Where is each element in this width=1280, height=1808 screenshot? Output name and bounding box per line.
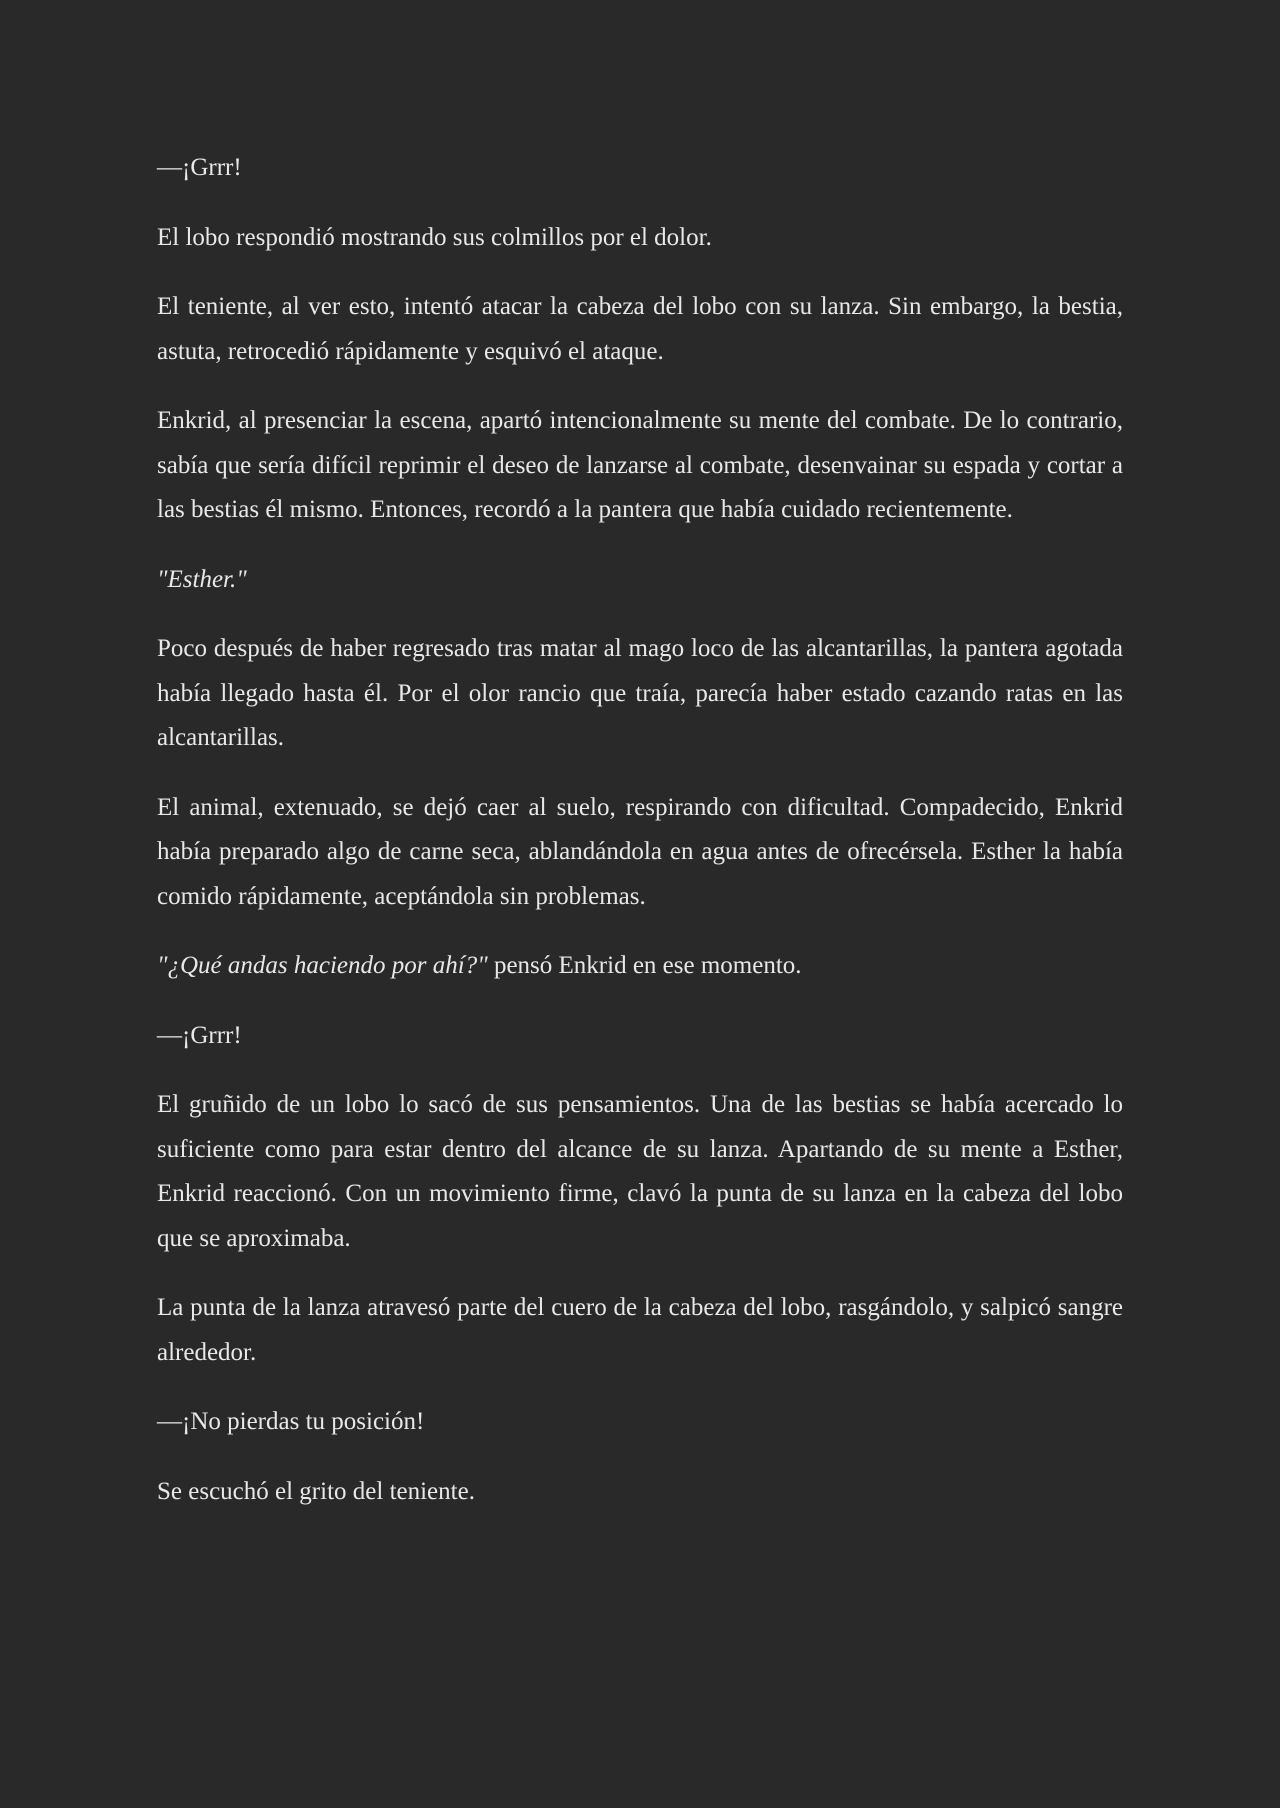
paragraph-enkrid-reaction: El gruñido de un lobo lo sacó de sus pensamientos. Una de las bestias se había acercado lo suficiente como para estar dentro del alcance de su lanza. Apartando de su mente a Esther, Enkrid reaccionó. Con un movimiento firme, clavó la punta de su lanza en la cabeza del lobo que se aproximaba. [157, 1091, 1123, 1252]
paragraph-mixed-thought [157, 944, 1123, 989]
paragraph-hold-position-shout: —¡No pierdas tu posición! [157, 1408, 425, 1435]
thought-regular-text: pensó Enkrid en ese momento. [487, 952, 802, 979]
thought-italic-text: "¿Qué andas haciendo por ahí?" [157, 952, 488, 979]
paragraph-panther-return: Poco después de haber regresado tras matar al mago loco de las alcantarillas, la pantera agotada había llegado hasta él. Por el olor rancio que traía, parecía haber estado cazando ratas en las alcantarillas. [157, 635, 1123, 751]
paragraph-growl-1: —¡Grrr! [157, 154, 242, 181]
paragraph-lieutenant-shout-heard: Se escuchó el grito del teniente. [157, 1477, 475, 1505]
paragraph-wolf-response: El lobo respondió mostrando sus colmillos por el dolor. [157, 223, 712, 251]
paragraph-esther-thought: "Esther." [157, 565, 247, 593]
paragraph-spear-strike: La punta de la lanza atravesó parte del cuero de la cabeza del lobo, rasgándolo, y salpicó sangre alrededor. [157, 1294, 1123, 1366]
paragraph-growl-2: —¡Grrr! [157, 1021, 242, 1049]
paragraph-lieutenant-attack: El teniente, al ver esto, intentó atacar la cabeza del lobo con su lanza. Sin embargo, la bestia, astuta, retrocedió rápidamente y esquivó el ataque. [157, 293, 1123, 365]
paragraph-animal-fed: El animal, extenuado, se dejó caer al suelo, respirando con dificultad. Compadecido, Enkrid había preparado algo de carne seca, ablandándola en agua antes de ofrecérsela. Esther la había comido rápidamente, aceptándola sin problemas. [157, 793, 1123, 910]
paragraph-enkrid-restraint: Enkrid, al presenciar la escena, apartó intencionalmente su mente del combate. De lo contrario, sabía que sería difícil reprimir el deseo de lanzarse al combate, desenvainar su espada y cortar a las bestias él mismo. Entonces, recordó a la pantera que había cuidado recientemente. [157, 407, 1123, 523]
